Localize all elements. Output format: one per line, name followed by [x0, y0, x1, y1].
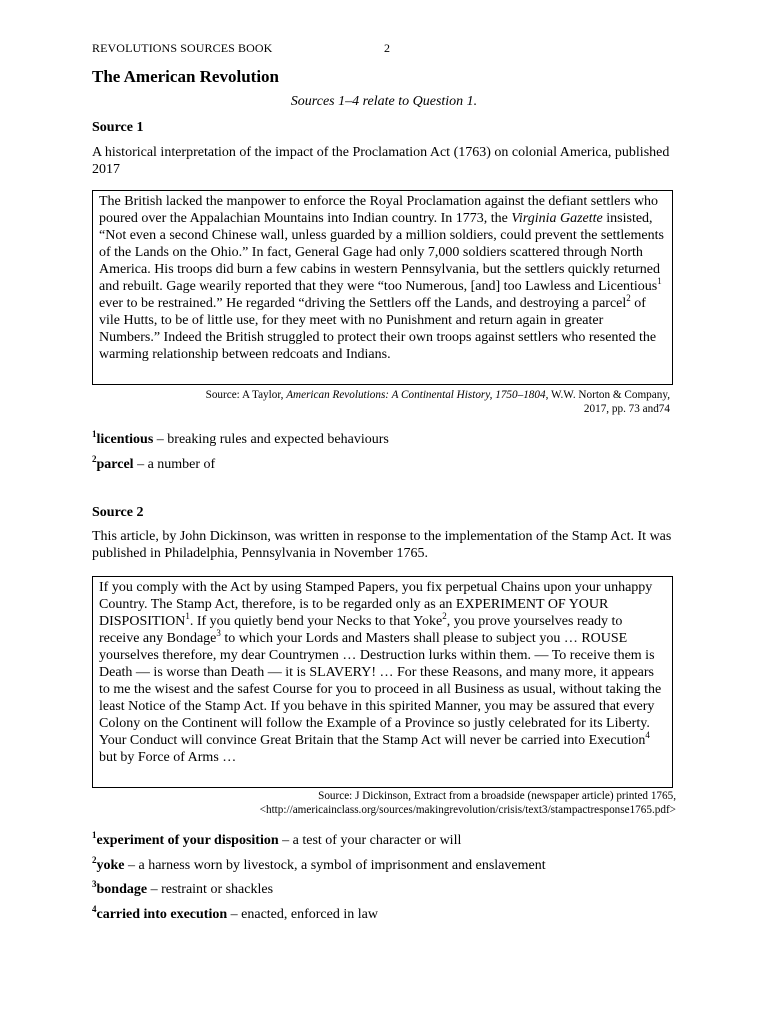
citation-book-title: American Revolutions: A Continental History, 1750–1804: [286, 389, 546, 401]
source1-citation: [80, 388, 670, 416]
quote-text-segment: , you prove yourselves ready to receive any Bondage: [99, 614, 623, 646]
source1-heading: Source 1: [92, 120, 144, 135]
footnote-number: 1: [92, 830, 97, 840]
source1-quote-text: [99, 193, 665, 363]
quote-text-segment: of vile Hutts, to be of little use, for they meet with no Punishment and return again in greater Numbers.” Indeed the British struggled to protect their own troops against settlers who resented the warming relationship between redcoats and Indians.: [99, 296, 657, 362]
citation-text: Source: A Taylor,: [205, 389, 287, 401]
citation-text: 2017, pp. 73 and74: [583, 403, 670, 415]
footnote-number: 2: [92, 454, 97, 464]
glossary-term: bondage: [96, 882, 148, 897]
source2-intro: This article, by John Dickinson, was written in response to the implementation of the Stamp Act. It was published in Philadelphia, Pennsylvania in November 1765.: [92, 529, 672, 561]
glossary-item: [92, 431, 389, 448]
quote-text-segment: insisted, “Not even a second Chinese wall, unless guarded by a million soldiers, could prevent the settlements of the Lands on the Ohio.” In fact, General Gage had only 7,000 soldiers scattered through North America. His troops did burn a few cabins in western Pennsylvania, but the settlers quickly returned and rebuilt. Gage wearily reported that they were “too Numerous, [and] too Lawless and Licentious: [99, 211, 664, 294]
glossary-definition: – breaking rules and expected behaviours: [153, 432, 389, 447]
footnote-marker: 3: [216, 628, 221, 638]
footnote-number: 3: [92, 879, 97, 889]
page-title: The American Revolution: [92, 67, 279, 86]
running-header: REVOLUTIONS SOURCES BOOK: [92, 41, 273, 55]
citation-url: <http://americainclass.org/sources/makingrevolution/crisis/text3/stampactresponse1765.pdf>: [259, 804, 676, 816]
quote-text-segment: The British lacked the manpower to enforce the Royal Proclamation against the defiant settlers who poured over the Appalachian Mountains into Indian country. In 1773, the: [99, 194, 659, 226]
footnote-number: 2: [92, 855, 97, 865]
glossary-item: [92, 906, 378, 923]
glossary-term: experiment of your disposition: [96, 833, 279, 848]
glossary-item: [92, 857, 546, 874]
glossary-definition: – a number of: [133, 457, 216, 472]
glossary-definition: – a harness worn by livestock, a symbol of imprisonment and enslavement: [124, 858, 546, 873]
quote-text-segment: If you comply with the Act by using Stamped Papers, you fix perpetual Chains upon your unhappy Country. The Stamp Act, therefore, is to be regarded only as an EXPERIMENT OF YOUR DISPOSITION: [99, 580, 653, 629]
glossary-term: carried into execution: [96, 907, 228, 922]
quote-text-segment: . If you quietly bend your Necks to that Yoke: [189, 614, 443, 629]
source2-citation: [60, 789, 676, 817]
source2-quote-text: [99, 579, 665, 766]
glossary-item: [92, 881, 273, 898]
footnote-number: 4: [92, 904, 97, 914]
glossary-definition: – restraint or shackles: [147, 882, 274, 897]
glossary-definition: – enacted, enforced in law: [227, 907, 378, 922]
source2-heading: Source 2: [92, 505, 144, 520]
glossary-item: [92, 456, 215, 473]
footnote-marker: 2: [442, 611, 447, 621]
quote-text-segment: ever to be restrained.” He regarded “driving the Settlers off the Lands, and destroying a parcel: [99, 296, 627, 311]
citation-text: , W.W. Norton & Company,: [545, 389, 670, 401]
quote-text-segment: to which your Lords and Masters shall please to subject you … ROUSE yourselves therefore, my dear Countrymen … Destruction lurks within them. — To receive them is Death — is worse than Death — it is SLAVERY! … For these Reasons, and many more, it appears to me the wisest and the safest Course for you to proceed in all Business as usual, without taking the least Notice of the Stamp Act. If you behave in this spirited Manner, you may be assured that every Colony on the Continent will follow the Example of a Province so justly celebrated for its Liberty. Your Conduct will convince Great Britain that the Stamp Act will never be carried into Execution: [99, 631, 662, 748]
glossary-definition: – a test of your character or will: [278, 833, 462, 848]
footnote-number: 1: [92, 429, 97, 439]
quote-italic-title: Virginia Gazette: [511, 211, 603, 226]
source1-intro: A historical interpretation of the impact of the Proclamation Act (1763) on colonial America, published 2017: [92, 145, 670, 177]
footnote-marker: 1: [185, 611, 190, 621]
citation-text: Source: J Dickinson, Extract from a broadside (newspaper article) printed 1765,: [318, 790, 676, 802]
source2-quote-box: [92, 576, 673, 788]
glossary-term: licentious: [96, 432, 154, 447]
quote-text-segment: but by Force of Arms …: [99, 750, 237, 765]
glossary-item: [92, 832, 461, 849]
glossary-term: parcel: [96, 457, 134, 472]
footnote-marker: 1: [657, 276, 662, 286]
page-number: 2: [384, 41, 390, 55]
source1-quote-box: [92, 190, 673, 385]
sources-note: Sources 1–4 relate to Question 1.: [290, 94, 478, 109]
footnote-marker: 2: [626, 293, 631, 303]
glossary-term: yoke: [96, 858, 125, 873]
footnote-marker: 4: [645, 730, 650, 740]
